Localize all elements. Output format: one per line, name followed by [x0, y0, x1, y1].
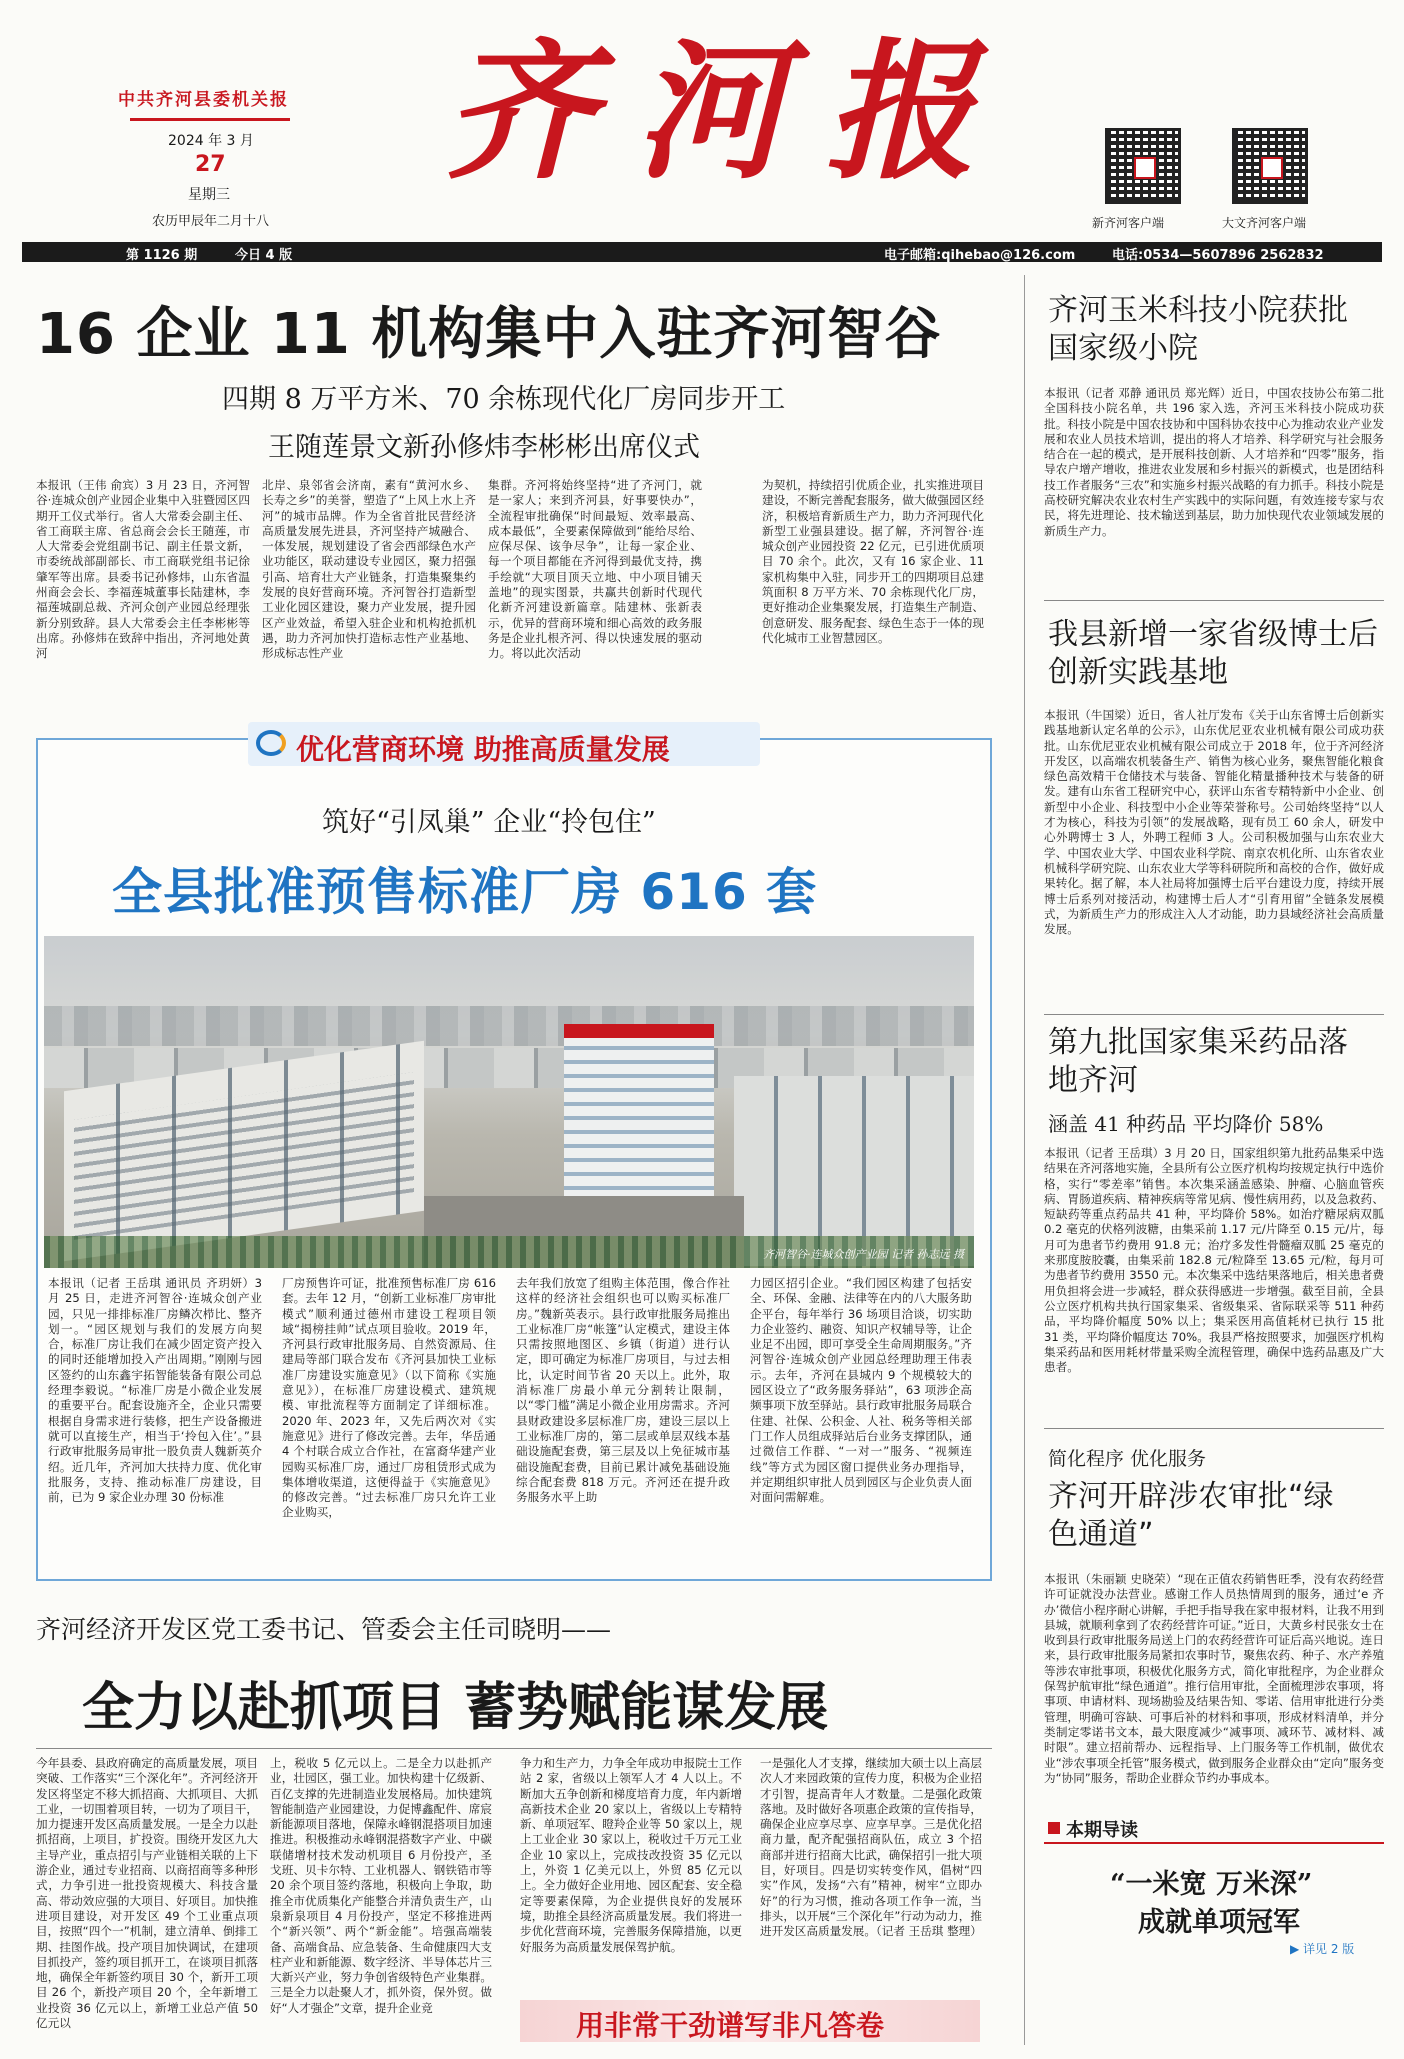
qr-right-label: 大文齐河客户端: [1222, 216, 1307, 230]
second-headline: 全力以赴抓项目 蓄势赋能谋发展: [82, 1677, 829, 1738]
guide-marker: [1048, 1822, 1060, 1834]
bottom-banner-text: 用非常干劲谱写非凡答卷: [576, 2009, 885, 2042]
email: 电子邮箱:qihebao@126.com: [884, 248, 1076, 263]
newspaper-title: 齐河报: [444, 24, 1015, 200]
side2-headline: 我县新增一家省级博士后创新实践基地: [1048, 617, 1378, 690]
second-col-1: 今年县委、县政府确定的高质量发展，项目突破、工作落实“三个深化年”。齐河经济开发区将坚定不移大抓招商、大抓项目、大抓工业，一切围着项目转，一切为了项目干，加力提速开发区高质量发展。一是全力以赴抓招商，上项目，扩投资。围绕开发区九大主导产业，重点招引与产业链相关联的上下游企业，通过专业招商、以商招商等多种形式，力争引进一批投资规模大、科技含量高、带动效应强的大项目、好项目。加快推进项目建设，对开发区 49 个工业重点项目，按照“四个一”机制，建立清单、倒排工期、挂图作战。投产项目加快调试，在建项目抓投产，签约项目抓开工，在谈项目抓落地，确保全年新签约项目 30 个，新开工项目 26 个，新投产项目 20 个，全年新增工业投资 36 亿元以上，新增工业总产值 50 亿元以: [36, 1756, 258, 2031]
side3-subhead: 涵盖 41 种药品 平均降价 58%: [1048, 1112, 1324, 1136]
lead-subhead-2: 王随莲景文新孙修炜李彬彬出席仪式: [268, 432, 700, 463]
lead-col-3: 集群。齐河将始终坚持“进了齐河门，就是一家人；来到齐河县，好事要快办”，全流程审批确保“时间最短、效率最高、成本最低”，全要素保障做到“能给尽给、应保尽保、该争尽争”，让每一家企业、每一个项目都能在齐河得到最优支持，携手绘就“大项目顶天立地、中小项目铺天盖地”的现实图景，共赢共创新时代现代化新齐河建设新篇章。陆建林、张新表示，优异的营商环境和细心高效的政务服务是企业扎根齐河、得以快速发展的驱动力。将以此次活动: [488, 478, 702, 661]
feature-col-3: 去年我们放宽了组购主体范围，像合作社这样的经济社会组织也可以购买标准厂房。”魏新英表示。县行政审批服务局推出工业标准厂房“帐篷”认定模式，建设主体只需按照地图区、乡镇（街道）进行认定，即可确定为标准厂房项目，与过去相比，认定时间节省 20 天以上。此外，取消标准厂房最小单元分割转让限制，以“零门槛”满足小微企业用房需求。齐河县财政建设多层标准厂房，建设三层以上工业标准厂房的，第二层或单层双线本基础设施配套费，第三层及以上免征城市基础设施配套费，目前已累计减免基础设施综合配套费 818 万元。齐河还在提升政务服务水平上助: [516, 1276, 730, 1505]
feature-headline: 全县批准预售标准厂房 616 套: [112, 863, 818, 921]
party-organ: 中共齐河县委机关报: [118, 90, 289, 110]
lead-col-2: 北岸、泉邻省会济南，素有“黄河水乡、长寿之乡”的美誉，塑造了“上风上水上齐河”的城市品牌。作为全省首批民营经济高质量发展先进县，齐河坚持产城融合、一体发展，规划建设了省会西部绿色水产业功能区，联动建设专业园区，聚力招强引高、培育壮大产业链条，打造集聚集约发展的良好营商环境。齐河智谷打造新型工业化园区建设，聚力产业发展，提升园区产业效益，希望入驻企业和机构抢抓机遇，助力齐河加快打造标志性产业基地、形成标志性产业: [262, 478, 476, 661]
guide-link[interactable]: [1290, 1940, 1354, 1957]
side3-headline: 第九批国家集采药品落地齐河: [1048, 1025, 1348, 1098]
page-count: 今日 4 版: [235, 248, 293, 263]
second-col-3: 争力和生产力，力争全年成功申报院士工作站 2 家，省级以上领军人才 4 人以上。不断加大五争创新和梯度培育力度，年内新增高新技术企业 20 家以上，省级以上专精特新、单项冠军、瞪羚企业等 50 家以上，规上工业企业 30 家以上，税收过千万元工业企业 10 家以上，完成技改投资 35 亿元以上，外资 1 亿美元以上，外贸 85 亿元以上。全力做好企业用地、园区配套、安全稳定等要素保障，为企业提供良好的发展环境，助推全县经济高质量发展。我们将进一步优化营商环境，完善服务保障措施，以更好服务为高质量发展保驾护航。: [520, 1756, 742, 1954]
chevron-right-icon: ▶: [1290, 1942, 1304, 1956]
date-day: 27: [195, 152, 226, 177]
side2-body: 本报讯（牛国梁）近日，省人社厅发布《关于山东省博士后创新实践基地新认定名单的公示》，山东优尼亚农业机械有限公司成功获批。山东优尼亚农业机械有限公司成立于 2018 年，位于齐河经济开发区，以高端农机装备生产、销售为核心业务，聚焦智能化粮食绿色高效精干仓储技术与装备、智能化精量播种技术与装备的研发。建有山东省工程研究中心，获评山东省专精特新中小企业、创新型中小企业、科技型中小企业等荣誉称号。公司始终坚持“以人才为核心，科技为引领”的发展战略，现有员工 60 余人，研发中心外聘博士 3 人，外聘工程师 3 人。公司积极加强与山东农业大学、中国农业大学、中国农业科学院、南京农机化所、山东省农业机械科学研究院、山东农业大学等科研院所和高校的合作，做好成果转化。据了解，本人社局将加强博士后平台建设力度，持续开展博士后系列对接活动，构建博士后人才“引育用留”全链条发展模式，为新质生产力的形成注入人才动能，助力县域经济社会高质量发展。: [1044, 708, 1384, 937]
guide-headline-1: “一米宽 万米深”: [1110, 1869, 1313, 1900]
lead-headline: 16 企业 11 机构集中入驻齐河智谷: [36, 302, 942, 367]
qr-left-label: 新齐河客户端: [1092, 216, 1165, 230]
guide-label: 本期导读: [1066, 1820, 1138, 1841]
side4-headline: 齐河开辟涉农审批“绿色通道”: [1048, 1479, 1334, 1552]
second-kicker: 齐河经济开发区党工委书记、管委会主任司晓明——: [36, 1615, 612, 1644]
side3-body: 本报讯（记者 王岳琪）3 月 20 日，国家组织第九批药品集采中选结果在齐河落地实施，全县所有公立医疗机构均按规定执行中选价格，实行“零差率”销售。本次集采涵盖感染、肿瘤、心脑血管疾病、胃肠道疾病、精神疾病等常见病、慢性病用药，以及急救药、短缺药等重点药品共 41 种，平均降价 58%。如治疗糖尿病双胍 0.2 毫克的伏格列波糖，由集采前 1.17 元/片降至 0.15 元/片，每月可为患者节约费用 91.8 元；治疗多发性骨髓瘤双胍 25 毫克的来那度胺胶囊，由集采前 182.8 元/粒降至 13.65 元/粒，每月可为患者节约费用 3550 元。本次集采中选结果落地后，相关患者费用负担将会进一步减轻，群众获得感进一步增强。截至目前，全县公立医疗机构共执行国家集采、省级集采、省际联采等 511 种药品，平均降价幅度 50% 以上；集采医用高值耗材已执行 15 批 31 类，平均降价幅度达 70%。我县严格按照要求，加强医疗机构集采药品和医用耗材带量采购全流程管理，确保中选药品惠及广大患者。: [1044, 1146, 1384, 1375]
issue-number: 第 1126 期: [126, 248, 198, 263]
date-year-month: 2024 年 3 月: [168, 133, 254, 149]
feature-col-2: 厂房预售许可证，批准预售标准厂房 616 套。去年 12 月，“创新工业标准厂房审批模式”顺利通过德州市建设工程项目领域“揭榜挂帅”试点项目验收。2019 年，齐河县行政审批服务局、自然资源局、住建局等部门联合发布《齐河县加快工业标准厂房建设实施意见》（以下简称《实施意见》），在标准厂房建设模式、建筑规模、审批流程等方面制定了详细标准。2020 年、2023 年，又先后两次对《实施意见》进行了修改完善。去年，华岳通 4 个村联合成立合作社，在富裔华建产业园购买标准厂房，通过厂房租赁形式成为集体增收渠道，这便得益于《实施意见》的修改完善。“过去标准厂房只允许工业企业购买，: [282, 1276, 496, 1520]
bottom-banner: [520, 2000, 980, 2042]
side4-body: 本报讯（朱丽颖 史晓荣）“现在正值农药销售旺季，没有农药经营许可证就没办法营业。感谢工作人员热情周到的服务，通过‘e 齐办’微信小程序耐心讲解，手把手指导我在家申报材料，让我不用到县城，就顺利拿到了农药经营许可证。”近日，大黄乡村民张女士在收到县行政审批服务局送上门的农药经营许可证后高兴地说。连日来，县行政审批服务局紧扣农事时节，聚焦农药、种子、水产养殖等涉农审批事项，积极优化服务方式，简化审批程序，为企业群众保驾护航审批“绿色通道”。推行信用审批，全面梳理涉农事项，将事项、申请材料、现场勘验及结果告知、零诺、信用审批进行分类管理，明确可容缺、可事后补的材料和事项，形成材料清单，并分类制定零诺书文本，最大限度减少“减事项、减环节、减材料、减时限”。建立招前帮办、远程指导、上门服务等工作机制，做优农业“涉农事项全托管”服务模式，做到服务企业群众由“定向”服务变为“协同”服务，帮助企业群众节约办事成本。: [1044, 1572, 1384, 1785]
lead-col-1: 本报讯（王伟 俞宾）3 月 23 日，齐河智谷·连城众创产业园企业集中入驻暨园区四期开工仪式举行。省人大常委会副主任、省工商联主席、省总商会会长王随莲，市人大常委会党组副书记、副主任景文新，市委统战部副部长、市工商联党组书记徐肇军等出席。县委书记孙修炜，山东省温州商会会长、李福莲城董事长陆建林，李福莲城副总裁、齐河众创产业园总经理张新分别致辞。县人大常委会主任李彬彬等出席。孙修炜在致辞中指出，齐河地处黄河: [36, 478, 250, 661]
side1-body: 本报讯（记者 邓静 通讯员 郑光辉）近日，中国农技协公布第二批全国科技小院名单，共 196 家入选，齐河玉米科技小院成功获批。科技小院是中国农技协和中国科协农技中心为推动农业产业发展和农业人员技术培训，提出的将人才培养、科学研究与社会服务结合在一起的模式，是开展科技创新、人才培养和“四零”服务，指导农户增产增收，推进农业发展和乡村振兴的新模式，也是团结科技工作者服务“三农”和实施乡村振兴战略的有力抓手。科技小院是高校研究解决农业农村生产实践中的实际问题，有效连接专家与农民，将先进理论、技术输送到基层，助力加快现代农业领域发展的新质生产力。: [1044, 386, 1384, 538]
weekday: 星期三: [188, 187, 230, 203]
masthead: [0, 0, 1404, 262]
feature-banner: [248, 722, 760, 766]
second-col-2: 上，税收 5 亿元以上。二是全力以赴抓产业，壮园区，强工业。加快构建十亿级新、百亿支撑的先进制造业发展格局。加快建筑智能制造产业园建设，力促博鑫配件、席宸新能源项目落地，保障永峰钢混搭项目加速推进。积极推动永峰钢混搭数字产业、中碳联储增材技术发动机项目 6 月份投产，圣戈班、贝卡尔特、工业机器人、钢铁锆市等 20 余个项目签约落地，积极向上争取，助推全市优质集化产能整合并清负责生产，山泉新泉项目 4 月份投产，坚定不移推进两个“新兴领”、两个“新金能”。培强高端装备、高端食品、应急装备、生命健康四大支柱产业和新能源、数字经济、半导体芯片三大新兴产业，努力争创省级特色产业集群。三是全力以赴聚人才，抓外资，保外贸。做好“人才强企”文章，提升企业竞: [270, 1756, 492, 2015]
second-col-4: 一是强化人才支撑，继续加大硕士以上高层次人才来园政策的宣传力度，积极为企业招才引智，提高青年人才数量。二是强化政策落地。及时做好各项惠企政策的宣传指导，确保企业应享尽享、应享早享。三是优化招商力量，配齐配强招商队伍，成立 3 个招商部并进行招商大比武，确保招引一批大项目，好项目。四是切实转变作风，倡树“四实”作风，发扬“六有”精神，树牢“立即办好”的行为习惯，推动各项工作争一流，当排头，以开展“三个深化年”行动为动力，推进开发区高质量发展。（记者 王岳琪 整理）: [760, 1756, 982, 1939]
lead-col-4: 为契机，持续招引优质企业，扎实推进项目建设，不断完善配套服务，做大做强园区经济，积极培育新质生产力，助力齐河现代化新型工业强县建设。据了解，齐河智谷·连城众创产业园投资 22 亿元，已引进优质项目 70 余个。此次，又有 16 家企业、11 家机构集中入驻，同步开工的四期项目总建筑面积 8 万平方米、70 余栋现代化厂房，更好推动企业集聚发展，打造集生产制造、创意研发、服务配套、绿色生态于一体的现代化城市工业智慧园区。: [762, 478, 984, 645]
qr-code-right[interactable]: [1232, 128, 1308, 204]
feature-kicker: 筑好“引凤巢” 企业“拎包住”: [322, 807, 656, 838]
feature-banner-text: 优化营商环境 助推高质量发展: [296, 733, 670, 766]
guide-link-text: 详见 2 版: [1303, 1942, 1355, 1956]
industrial-park-photo[interactable]: [44, 936, 974, 1268]
phone: 电话:0534—5607896 2562832: [1112, 248, 1324, 263]
photo-caption: 齐河智谷·连城众创产业园 记者 孙志远 摄: [763, 1248, 964, 1261]
info-bar: [22, 242, 1382, 262]
side1-headline: 齐河玉米科技小院获批国家级小院: [1048, 293, 1348, 366]
side4-kicker: 简化程序 优化服务: [1048, 1448, 1207, 1470]
lunar-date: 农历甲辰年二月十八: [152, 214, 270, 229]
qr-code-left[interactable]: [1105, 128, 1181, 204]
guide-headline-2: 成就单项冠军: [1138, 1907, 1300, 1938]
feature-col-1: 本报讯（记者 王岳琪 通讯员 齐玥妍）3 月 25 日，走进齐河智谷·连城众创产业园，只见一排排标准厂房鳞次栉比、整齐划一。“园区规划与我们的发展方向契合，标准厂房让我们在减少固定资产投入的同时还能增加投入产出周期。”刚刚与园区签约的山东鑫宇拓智能装备有限公司总经理李毅说。“标准厂房是小微企业发展的重要平台。配套设施齐全，企业只需要根据自身需求进行装修，把生产设备搬进就可以直接生产，相当于‘拎包入住’。”县行政审批服务局审批一股负责人魏新英介绍。近几年，齐河加大扶持力度、优化审批服务，支持、推动标准厂房建设，目前，已为 9 家企业办理 30 份标准: [48, 1276, 262, 1505]
lead-subhead: 四期 8 万平方米、70 余栋现代化厂房同步开工: [222, 384, 786, 415]
feature-col-4: 力园区招引企业。“我们园区构建了包括安全、环保、金融、法律等在内的八大服务助企平台，每年举行 36 场项目洽谈，切实助力企业签约、融资、知识产权辅导等，让企业足不出园，即可享受全生命周期服务。”齐河智谷·连城众创产业园总经理助理王伟表示。去年，齐河在县城内 9 个规模较大的园区设立了“政务服务驿站”，63 项涉企高频事项下放至驿站。县行政审批服务局联合住建、社保、公积金、人社、税务等相关部门工作人员组成驿站后台业务支撑团队，通过微信工作群、“一对一”服务、“视频连线”等方式为园区窗口提供业务办理指导，并定期组织审批人员到园区与企业负责人面对面问需解难。: [750, 1276, 972, 1505]
banner-swirl-icon: [256, 730, 286, 756]
